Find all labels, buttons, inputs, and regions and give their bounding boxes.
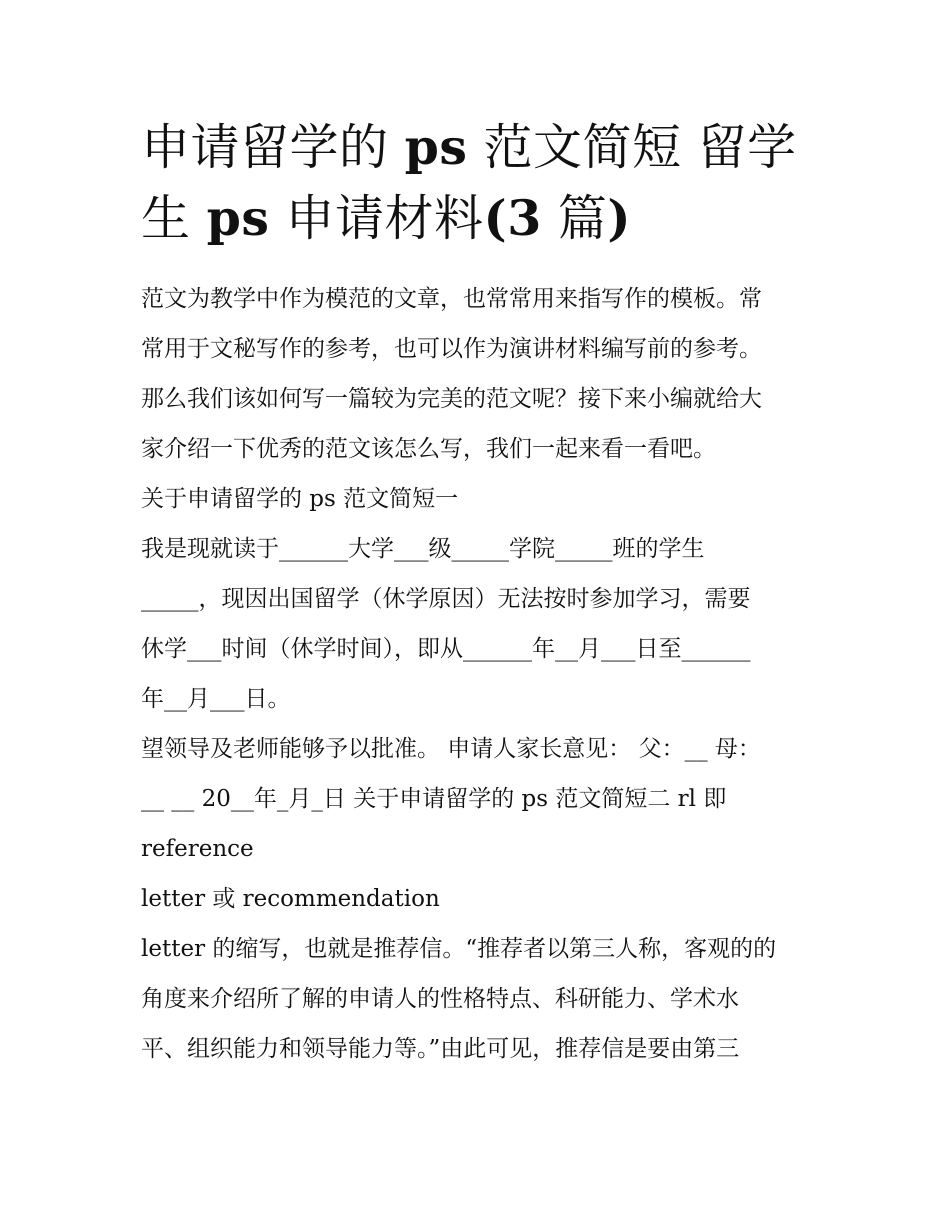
title-line-2 [141, 183, 821, 254]
body-text-line: 望领导及老师能够予以批准。 申请人家长意见： 父：__ 母： [141, 736, 761, 762]
title-line-1 [141, 112, 821, 183]
title-text: 申请材料 [269, 190, 484, 247]
body-text-line: letter 或 recommendation [141, 886, 440, 912]
body-text-line: 休学___时间（休学时间），即从______年__月___日至______ [141, 636, 751, 662]
body-text-line: 年__月___日。 [141, 686, 291, 712]
body-text-line: 那么我们该如何写一篇较为完美的范文呢？接下来小编就给大 [141, 386, 762, 412]
body-text-line: 常用于文秘写作的参考，也可以作为演讲材料编写前的参考。 [141, 336, 762, 362]
title-text: (3 [483, 189, 542, 247]
body-text-line: 我是现就读于______大学___级_____学院_____班的学生 [141, 536, 705, 562]
body-text-line: 平、组织能力和领导能力等。”由此可见，推荐信是要由第三 [141, 1036, 740, 1062]
body-text-line: _____，现因出国留学（休学原因）无法按时参加学习，需要 [141, 586, 751, 612]
section-heading: 关于申请留学的 ps 范文简短一 [141, 486, 459, 512]
body-text-line: letter 的缩写，也就是推荐信。“推荐者以第三人称，客观的的 [141, 936, 777, 962]
title-text: 篇 [541, 190, 608, 247]
body-text-line: __ __ 20__年_月_日 关于申请留学的 ps 范文简短二 rl 即 [141, 786, 727, 812]
body-text-line: 范文为教学中作为模范的文章，也常常用来指写作的模板。常 [141, 286, 762, 312]
title-text: ps [404, 118, 468, 176]
document-page [141, 112, 821, 1074]
title-text: 生 [141, 190, 207, 247]
title-text: 申请留学的 [141, 119, 405, 176]
body-text-line: reference [141, 836, 254, 862]
title-text: 范文简短 留学 [467, 119, 797, 176]
title-text: ) [607, 189, 632, 247]
document-title [141, 112, 821, 254]
body-text-line: 家介绍一下优秀的范文该怎么写，我们一起来看一看吧。 [141, 436, 716, 462]
title-text: ps [206, 189, 270, 247]
body-text-line: 角度来介绍所了解的申请人的性格特点、科研能力、学术水 [141, 986, 739, 1012]
document-body [141, 274, 821, 1074]
